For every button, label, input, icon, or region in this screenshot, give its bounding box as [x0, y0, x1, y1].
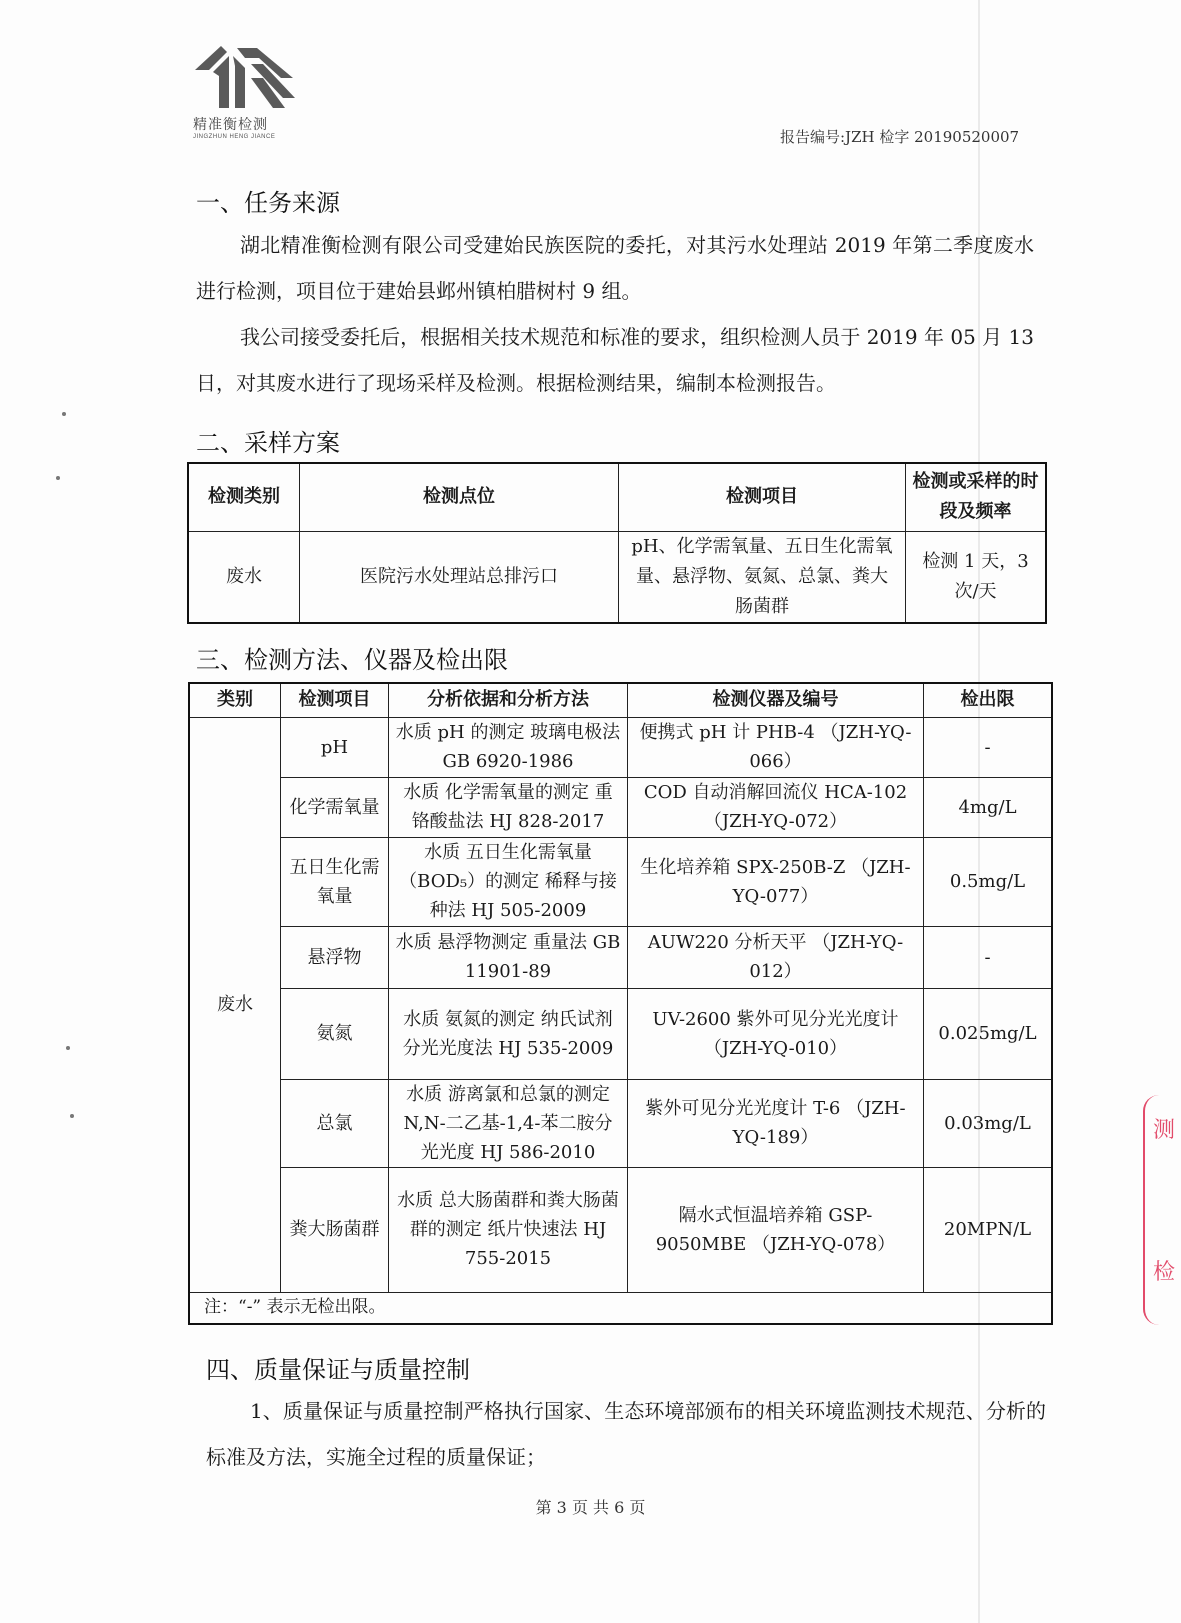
table-header-cell: 检测点位 [300, 463, 619, 531]
table-cell: 水质 游离氯和总氯的测定 N,N-二乙基-1,4-苯二胺分光光度 HJ 586-2010 [389, 1079, 628, 1167]
scan-speck [70, 1114, 74, 1118]
sampling-plan-table [187, 462, 1047, 624]
section-title-task-source: 一、任务来源 [196, 189, 340, 217]
table-row [189, 717, 1052, 777]
table-note-row [189, 1292, 1052, 1324]
table-cell: 水质 总大肠菌群和粪大肠菌群的测定 纸片快速法 HJ 755-2015 [389, 1167, 628, 1292]
table-cell: 隔水式恒温培养箱 GSP-9050MBE （JZH-YQ-078） [628, 1167, 924, 1292]
table-cell: 20MPN/L [924, 1167, 1053, 1292]
table-cell: 五日生化需氧量 [281, 837, 389, 926]
section-title-quality: 四、质量保证与质量控制 [206, 1356, 470, 1384]
scan-speck [62, 412, 66, 416]
seal-stamp: 测 检 [1143, 1095, 1181, 1325]
table-row [189, 777, 1052, 837]
table-row [188, 531, 1046, 623]
scan-speck [56, 476, 60, 480]
table-cell: 废水 [188, 531, 300, 623]
section-title-methods: 三、检测方法、仪器及检出限 [196, 646, 508, 674]
table-cell: 水质 氨氮的测定 纳氏试剂分光光度法 HJ 535-2009 [389, 988, 628, 1079]
table-cell: 检测 1 天，3 次/天 [906, 531, 1047, 623]
table-row [189, 1167, 1052, 1292]
table-cell: 0.03mg/L [924, 1079, 1053, 1167]
table-cell: pH [281, 717, 389, 777]
table-cell: 紫外可见分光光度计 T-6 （JZH-YQ-189） [628, 1079, 924, 1167]
table-cell: 水质 化学需氧量的测定 重铬酸盐法 HJ 828-2017 [389, 777, 628, 837]
table-header-cell: 类别 [189, 683, 281, 717]
table-cell: pH、化学需氧量、五日生化需氧量、悬浮物、氨氮、总氯、粪大肠菌群 [619, 531, 906, 623]
company-logo [193, 42, 305, 146]
method-table [188, 682, 1053, 1325]
table-header-cell: 检出限 [924, 683, 1053, 717]
table-cell: 医院污水处理站总排污口 [300, 531, 619, 623]
table-header-cell: 检测类别 [188, 463, 300, 531]
scan-speck [66, 1046, 70, 1050]
category-cell: 废水 [189, 717, 281, 1292]
table-cell: COD 自动消解回流仪 HCA-102（JZH-YQ-072） [628, 777, 924, 837]
table-cell: 便携式 pH 计 PHB-4 （JZH-YQ-066） [628, 717, 924, 777]
table-note: 注：“-” 表示无检出限。 [189, 1292, 1052, 1324]
section-title-sampling-plan: 二、采样方案 [196, 429, 340, 457]
table-cell: - [924, 926, 1053, 988]
table-cell: 粪大肠菌群 [281, 1167, 389, 1292]
table-cell: UV-2600 紫外可见分光光度计 （JZH-YQ-010） [628, 988, 924, 1079]
table-cell: 4mg/L [924, 777, 1053, 837]
table-cell: 悬浮物 [281, 926, 389, 988]
logo-text-cn: 精准衡检测 [193, 117, 268, 133]
table-header-cell: 检测或采样的时段及频率 [906, 463, 1047, 531]
table-cell: - [924, 717, 1053, 777]
report-number: 报告编号:JZH 检字 20190520007 [780, 128, 1020, 146]
table-cell: 水质 pH 的测定 玻璃电极法 GB 6920-1986 [389, 717, 628, 777]
table-cell: 0.5mg/L [924, 837, 1053, 926]
table-cell: 氨氮 [281, 988, 389, 1079]
paragraph-task-source-1: 湖北精准衡检测有限公司受建始民族医院的委托，对其污水处理站 2019 年第二季度废水进行检测，项目位于建始县邺州镇柏腊树村 9 组。 [196, 233, 1034, 303]
table-row [189, 988, 1052, 1079]
paragraph-task-source-2: 我公司接受委托后，根据相关技术规范和标准的要求，组织检测人员于 2019 年 05 月 13 日，对其废水进行了现场采样及检测。根据检测结果，编制本检测报告。 [196, 325, 1034, 395]
table-header-cell: 检测项目 [619, 463, 906, 531]
table-header-row [189, 683, 1052, 717]
table-header-cell: 检测仪器及编号 [628, 683, 924, 717]
table-cell: AUW220 分析天平 （JZH-YQ-012） [628, 926, 924, 988]
table-header-row [188, 463, 1046, 531]
table-row [189, 926, 1052, 988]
table-cell: 化学需氧量 [281, 777, 389, 837]
table-header-cell: 分析依据和分析方法 [389, 683, 628, 717]
table-header-cell: 检测项目 [281, 683, 389, 717]
table-cell: 水质 悬浮物测定 重量法 GB 11901-89 [389, 926, 628, 988]
logo-mark-icon [193, 42, 303, 112]
table-cell: 总氯 [281, 1079, 389, 1167]
paragraph-quality-1: 1、质量保证与质量控制严格执行国家、生态环境部颁布的相关环境监测技术规范、分析的标准及方法，实施全过程的质量保证； [206, 1399, 1046, 1469]
table-row [189, 1079, 1052, 1167]
logo-text-en: JINGZHUN HENG JIANCE [193, 134, 276, 140]
table-cell: 生化培养箱 SPX-250B-Z （JZH-YQ-077） [628, 837, 924, 926]
table-cell: 水质 五日生化需氧量（BOD₅）的测定 稀释与接种法 HJ 505-2009 [389, 837, 628, 926]
page-number: 第 3 页 共 6 页 [535, 1498, 646, 1517]
table-cell: 0.025mg/L [924, 988, 1053, 1079]
table-row [189, 837, 1052, 926]
